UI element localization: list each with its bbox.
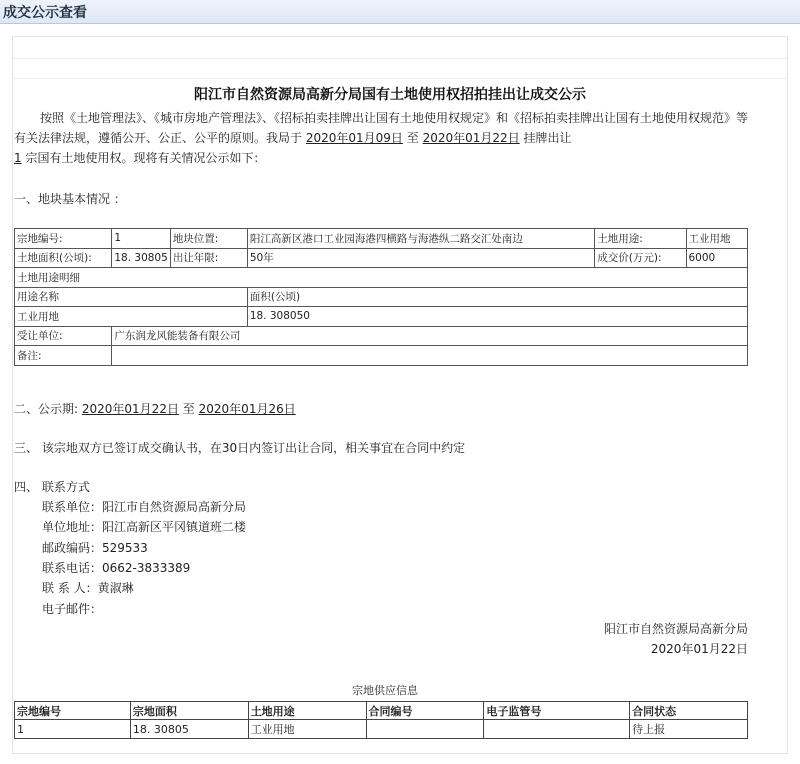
contact-postcode: 邮政编码：529533 — [42, 541, 148, 555]
area-value: 18. 30805 — [112, 248, 170, 268]
parcel-count: 1 — [14, 151, 22, 165]
section-1-title: 一、地块基本情况 ： — [14, 192, 126, 206]
intro-text-1: 按照《土地管理法》、《城市房地产管理法》、《招标拍卖挂牌出让国有土地使用权规定》和《招标拍卖挂牌出让国有土地使用权规范》等有关法律法规，遵循公开、公正、公平的原则。我局于 — [14, 111, 749, 145]
supply-cell-contract-no — [366, 720, 484, 739]
table-row — [15, 326, 748, 346]
publicity-to: 至 — [182, 402, 195, 416]
section-4-title: 四、 联系方式 — [14, 480, 90, 494]
table-row — [15, 346, 748, 366]
table-row — [15, 268, 748, 288]
location-value: 阳江高新区港口工业园海港四横路与海港纵二路交汇处南边 — [247, 229, 594, 249]
signature-org: 阳江市自然资源局高新分局 — [603, 622, 748, 636]
term-label: 出让年限: — [170, 248, 247, 268]
intro-text-2: 挂牌出让 — [523, 131, 572, 145]
supply-header-use: 土地用途 — [248, 702, 366, 720]
listing-end-date: 2020年01月22日 — [422, 131, 520, 145]
section-3-title: 三、 该宗地双方已签订成交确认书，在30日内签订出让合同，相关事宜在合同中约定 — [14, 441, 466, 455]
supply-table — [14, 701, 748, 739]
supply-cell-parcel-no: 1 — [15, 720, 131, 739]
price-value: 6000 — [686, 248, 748, 268]
section-2-title — [14, 400, 296, 417]
publicity-start-date: 2020年01月22日 — [81, 402, 179, 416]
frame-divider — [13, 58, 787, 59]
table-row — [15, 307, 748, 327]
window-titlebar — [0, 0, 800, 24]
table-row — [15, 248, 748, 268]
contact-person: 联 系 人：黄淑琳 — [42, 581, 134, 595]
land-use-label: 土地用途: — [595, 229, 686, 249]
notice-intro — [14, 108, 754, 168]
table-row — [15, 287, 748, 307]
signature-date: 2020年01月22日 — [650, 642, 748, 656]
contact-unit: 联系单位：阳江市自然资源局高新分局 — [42, 500, 247, 514]
intro-to: 至 — [406, 131, 419, 145]
price-label: 成交价(万元): — [595, 248, 686, 268]
land-info-table — [14, 228, 748, 366]
area-label: 土地面积(公顷): — [15, 248, 112, 268]
supply-header-contract-no: 合同编号 — [366, 702, 484, 720]
term-value: 50年 — [247, 248, 594, 268]
parcel-no-label: 宗地编号: — [15, 229, 112, 249]
land-use-value: 工业用地 — [686, 229, 748, 249]
publicity-end-date: 2020年01月26日 — [198, 402, 296, 416]
table-row — [15, 229, 748, 249]
grantee-value: 广东润龙风能装备有限公司 — [112, 326, 748, 346]
use-name-header: 用途名称 — [15, 287, 248, 307]
location-label: 地块位置: — [170, 229, 247, 249]
window-title: 成交公示查看 — [3, 5, 87, 21]
notice-heading: 阳江市自然资源局高新分局国有土地使用权招拍挂出让成交公示 — [194, 87, 586, 103]
use-area-header: 面积(公顷) — [247, 287, 747, 307]
supply-cell-use: 工业用地 — [248, 720, 366, 739]
supply-caption: 宗地供应信息 — [352, 684, 418, 697]
remarks-label: 备注: — [15, 346, 112, 366]
use-detail-label: 土地用途明细 — [15, 268, 748, 288]
listing-start-date: 2020年01月09日 — [305, 131, 403, 145]
supply-cell-supervision-no — [484, 720, 630, 739]
supply-header-area: 宗地面积 — [130, 702, 248, 720]
supply-cell-area: 18. 30805 — [130, 720, 248, 739]
parcel-no-value: 1 — [112, 229, 170, 249]
supply-cell-contract-status: 待上报 — [630, 720, 748, 739]
frame-divider — [13, 78, 787, 79]
table-row — [15, 720, 748, 739]
use-name-value: 工业用地 — [15, 307, 248, 327]
supply-header-row — [15, 702, 748, 720]
supply-header-supervision-no: 电子监管号 — [484, 702, 630, 720]
contact-email: 电子邮件： — [42, 602, 103, 616]
remarks-value — [112, 346, 748, 366]
contact-address: 单位地址：阳江高新区平冈镇道班二楼 — [42, 520, 247, 534]
supply-header-contract-status: 合同状态 — [630, 702, 748, 720]
contact-phone: 联系电话：0662-3833389 — [42, 561, 191, 575]
grantee-label: 受让单位: — [15, 326, 112, 346]
publicity-label: 二、公示期: — [14, 402, 79, 416]
use-area-value: 18. 308050 — [247, 307, 747, 327]
intro-text-3: 宗国有土地使用权。现将有关情况公示如下： — [25, 151, 266, 165]
supply-header-parcel-no: 宗地编号 — [15, 702, 131, 720]
